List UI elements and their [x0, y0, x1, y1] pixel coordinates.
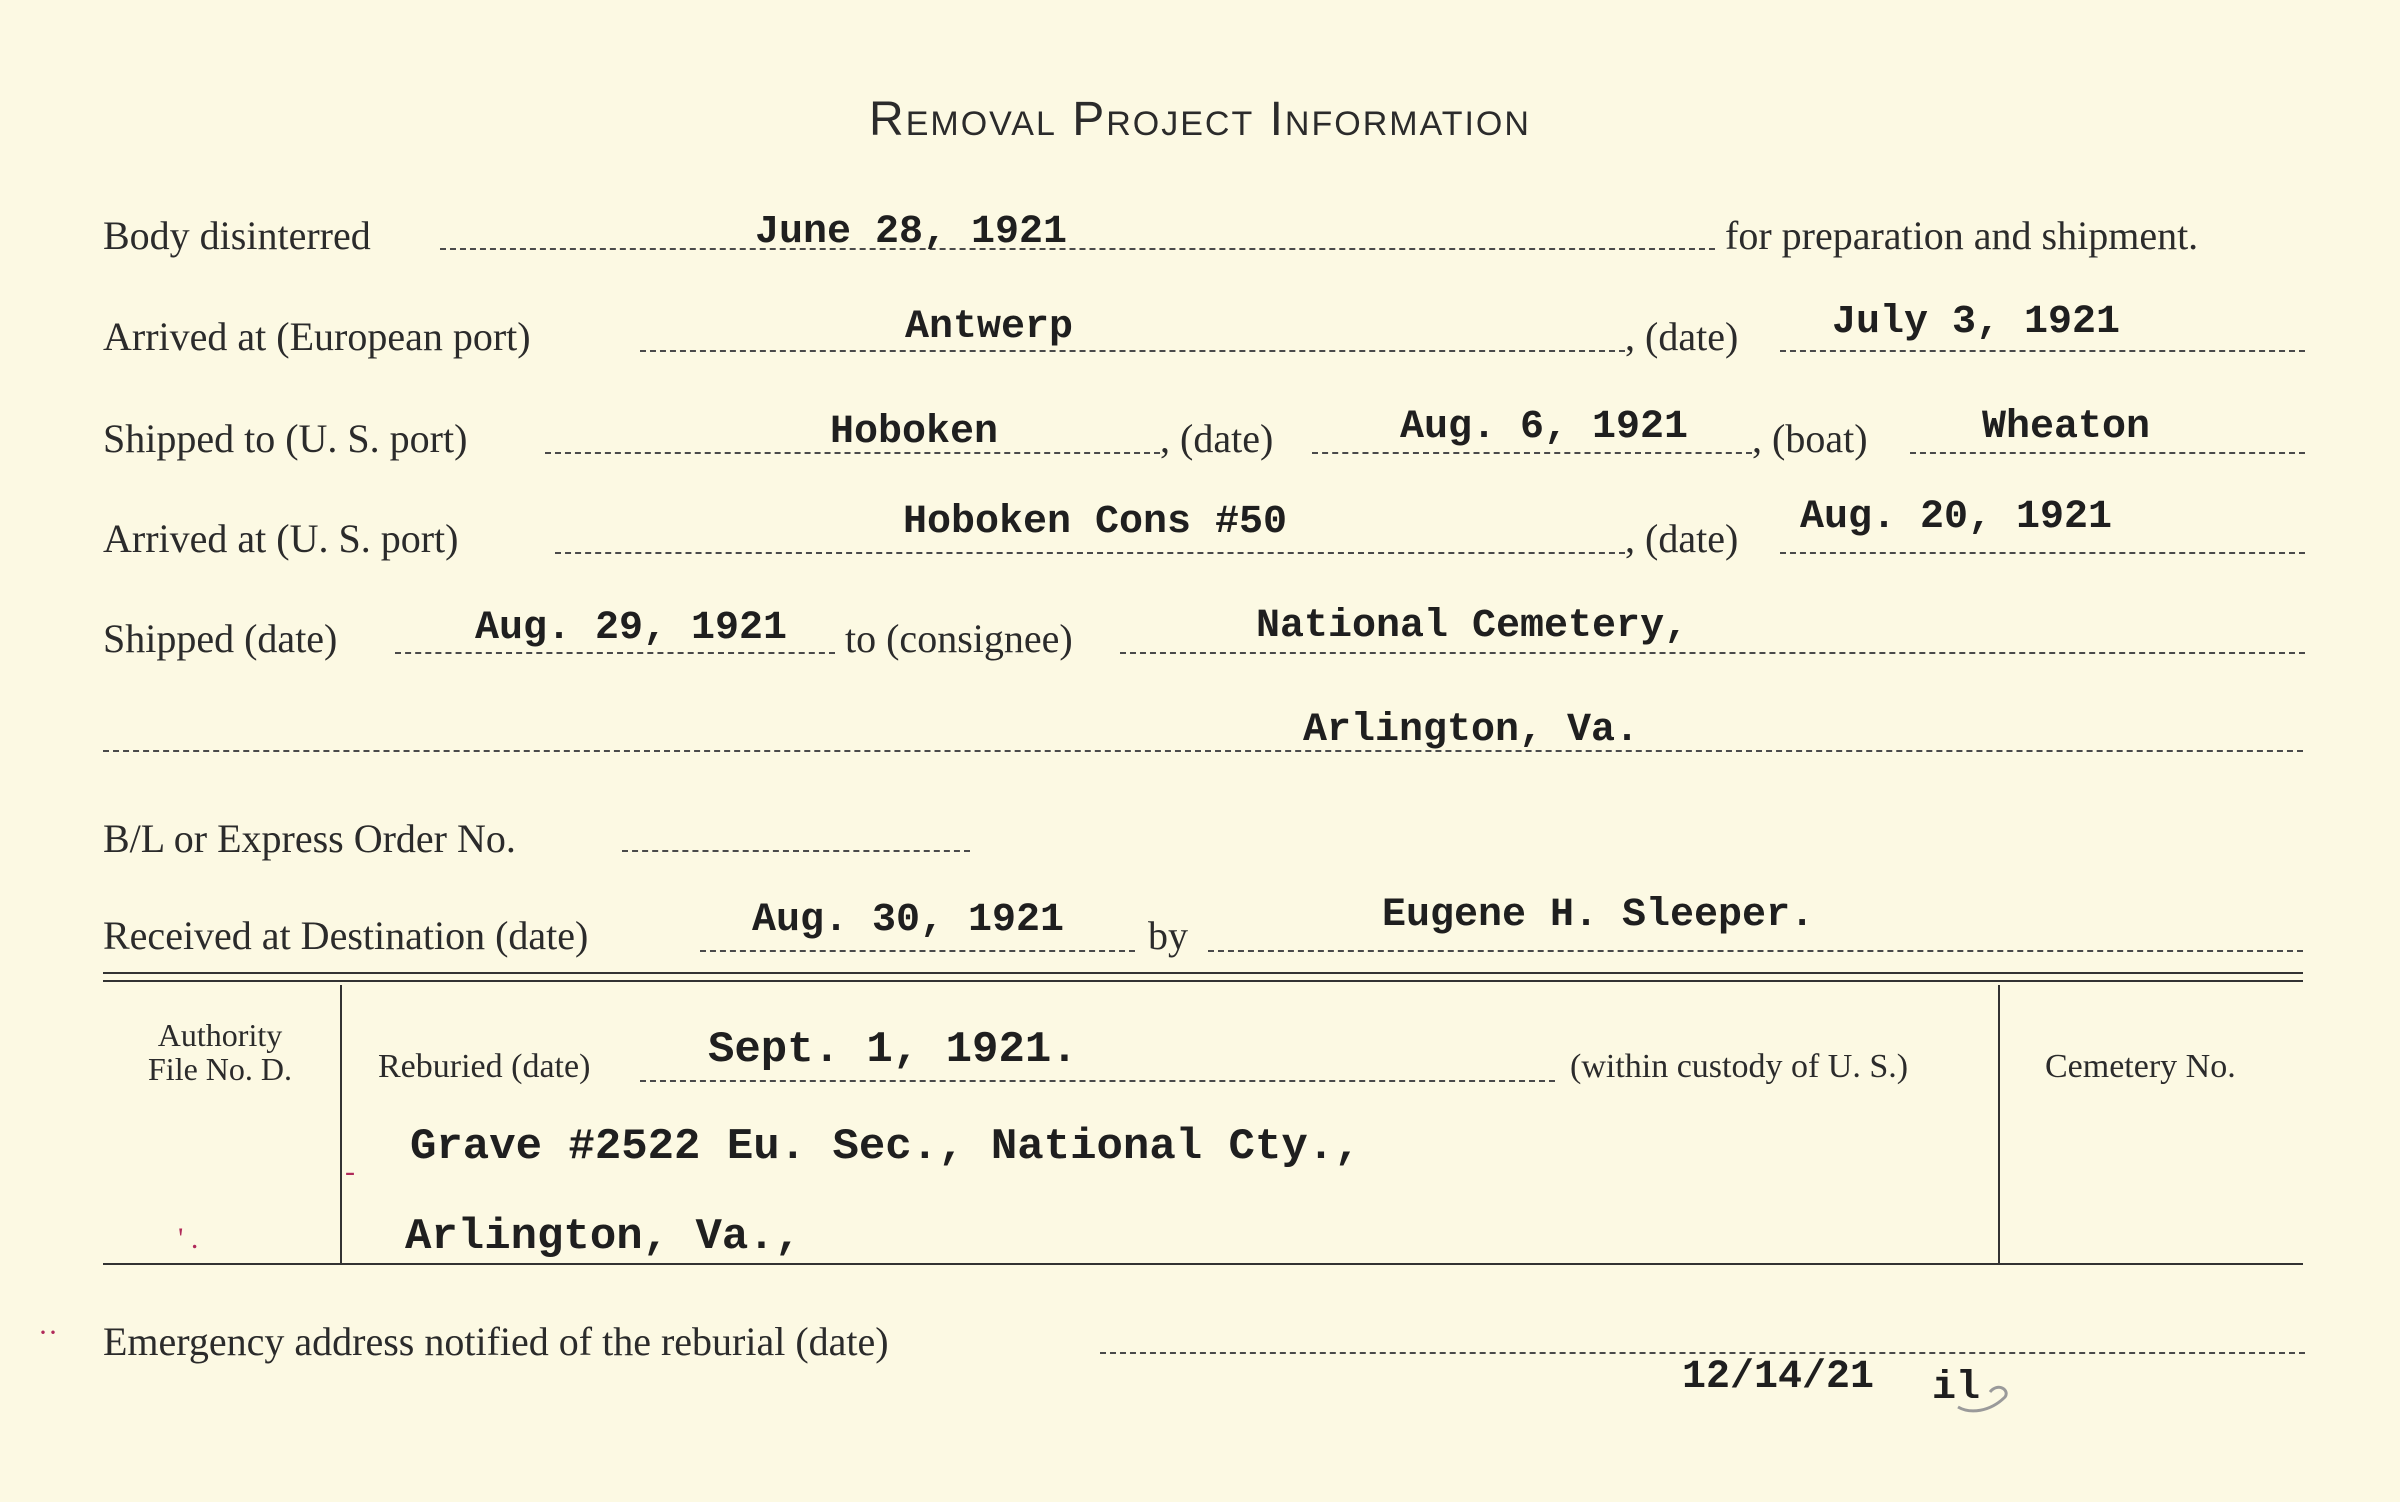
arrived-europe-date-line [1780, 350, 2305, 352]
authority-label [110, 1018, 330, 1086]
emergency-date-value: 12/14/21 [1682, 1355, 1875, 1400]
disinterred-label: Body disinterred [103, 213, 371, 258]
shipped-us-label: Shipped to (U. S. port) [103, 416, 468, 461]
received-by-value: Eugene H. Sleeper. [1382, 893, 1815, 938]
consignee-line-2: Arlington, Va. [1303, 708, 1640, 753]
arrived-europe-label: Arrived at (European port) [103, 314, 531, 359]
card-title: Removal Project Information [869, 93, 1531, 146]
arrived-us-value: Hoboken Cons #50 [903, 500, 1288, 545]
arrived-europe-line [640, 350, 1625, 352]
reburied-value: Sept. 1, 1921. [708, 1025, 1078, 1075]
shipped-us-value: Hoboken [830, 410, 999, 455]
arrived-us-label: Arrived at (U. S. port) [103, 516, 459, 561]
box-divider-left [340, 985, 342, 1263]
box-bottom-rule [103, 1263, 2303, 1265]
disinterred-suffix: for preparation and shipment. [1725, 213, 2199, 258]
consignee-label: to (consignee) [845, 616, 1073, 661]
consignee-line [1120, 652, 2305, 654]
received-by-line [1208, 950, 2303, 952]
shipped-us-boat-label: , (boat) [1752, 416, 1868, 461]
bl-line [622, 850, 970, 852]
consignee-line-1: National Cemetery, [1256, 604, 1689, 649]
box-top-rule-2 [103, 980, 2303, 982]
reburied-line [640, 1080, 1555, 1082]
emergency-line [1100, 1352, 2305, 1354]
emergency-label: Emergency address notified of the reburial (date) [103, 1319, 889, 1364]
bl-label: B/L or Express Order No. [103, 816, 516, 861]
shipped-us-date-label: , (date) [1160, 416, 1274, 461]
shipped-date-line [395, 652, 835, 654]
grave-line-1: Grave #2522 Eu. Sec., National Cty., [410, 1122, 1361, 1172]
authority-label-line-2: File No. D. [148, 1051, 292, 1087]
authority-label-line-1: Authority [157, 1017, 283, 1053]
shipped-us-date-value: Aug. 6, 1921 [1400, 405, 1689, 450]
shipped-us-boat-value: Wheaton [1982, 405, 2151, 450]
ink-mark: ' . [178, 1222, 199, 1255]
box-top-rule-1 [103, 972, 2303, 974]
received-label: Received at Destination (date) [103, 913, 589, 958]
received-date-line [700, 950, 1135, 952]
arrived-us-date-label: , (date) [1625, 516, 1739, 561]
shipped-date-value: Aug. 29, 1921 [475, 606, 788, 651]
arrived-us-line [555, 552, 1625, 554]
ink-mark: ·· [38, 1316, 58, 1349]
consignee-continuation-line [103, 750, 2303, 752]
arrived-us-date-line [1780, 552, 2305, 554]
disinterred-value: June 28, 1921 [755, 210, 1068, 255]
arrived-europe-date-value: July 3, 1921 [1832, 300, 2121, 345]
box-divider-right [1998, 985, 2000, 1263]
received-by-label: by [1148, 913, 1188, 958]
ink-mark: - [345, 1155, 355, 1188]
grave-line-2: Arlington, Va., [405, 1212, 802, 1262]
cemetery-label: Cemetery No. [2045, 1048, 2236, 1085]
arrived-europe-date-label: , (date) [1625, 314, 1739, 359]
emergency-initials: il [1932, 1366, 1981, 1411]
custody-label: (within custody of U. S.) [1570, 1048, 1909, 1085]
arrived-europe-value: Antwerp [905, 305, 1074, 350]
received-date-value: Aug. 30, 1921 [752, 898, 1065, 943]
shipped-us-boat-line [1910, 452, 2305, 454]
disinterred-line [440, 248, 1715, 250]
shipped-us-date-line [1312, 452, 1752, 454]
arrived-us-date-value: Aug. 20, 1921 [1800, 495, 2113, 540]
shipped-label: Shipped (date) [103, 616, 338, 661]
pencil-check-mark [1950, 1352, 2020, 1422]
reburied-label: Reburied (date) [378, 1048, 591, 1085]
